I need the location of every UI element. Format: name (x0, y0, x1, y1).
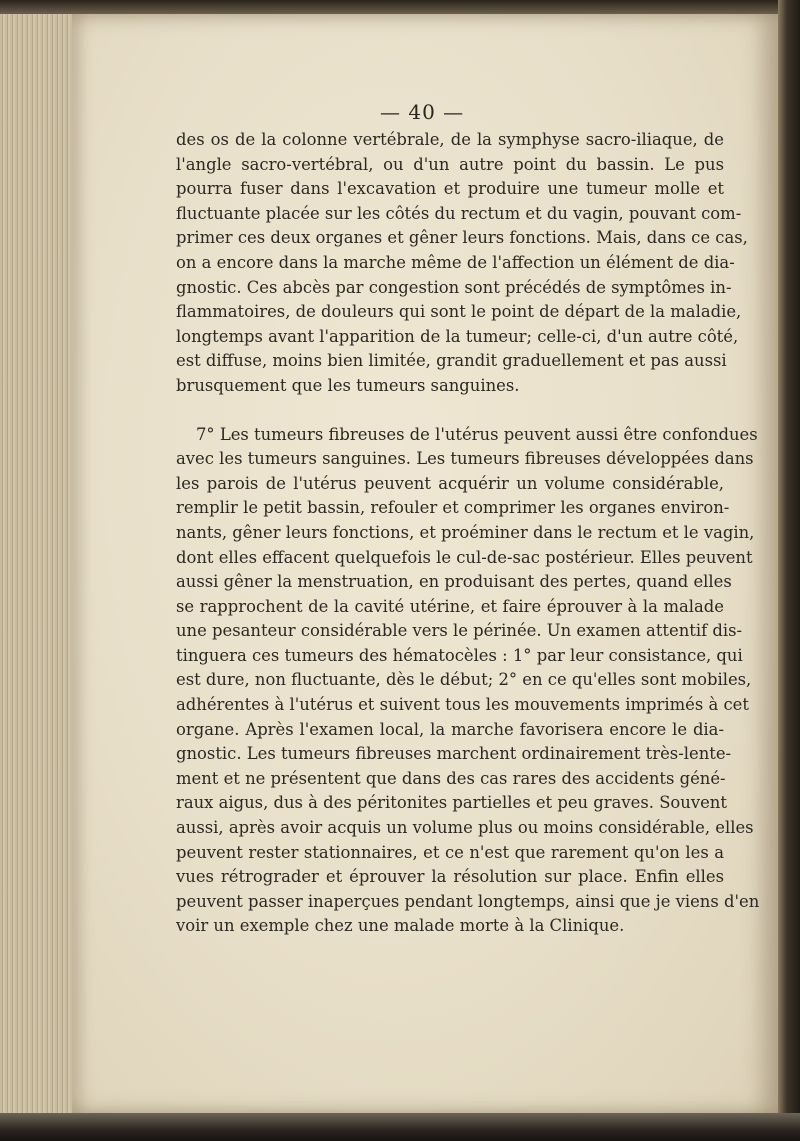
text-line: longtemps avant l'apparition de la tumeur; celle-ci, d'un autre côté, (176, 326, 739, 346)
text-line: peuvent passer inaperçues pendant longtemps, ainsi que je viens d'en (176, 891, 760, 911)
text-line: fluctuante placée sur les côtés du rectum et du vagin, pouvant com- (176, 203, 742, 223)
text-line: gnostic. Ces abcès par congestion sont précédés de symptômes in- (176, 277, 732, 297)
text-line: vues rétrograder et éprouver la résolution sur place. Enfin elles (176, 867, 724, 887)
text-line: des os de la colonne vertébrale, de la symphyse sacro-iliaque, de (176, 130, 724, 149)
page-edges (0, 0, 72, 1141)
text-line: est dure, non fluctuante, dès le début; 2° en ce qu'elles sont mobiles, (176, 670, 752, 690)
text-line: raux aigus, dus à des péritonites partielles et peu graves. Souvent (176, 793, 727, 813)
text-line: l'angle sacro-vertébral, ou d'un autre point du bassin. Le pus (176, 154, 724, 174)
text-line: on a encore dans la marche même de l'affection un élément de dia- (176, 252, 735, 272)
text-line: peuvent rester stationnaires, et ce n'est que rarement qu'on les a (176, 842, 724, 862)
paragraph-gap (176, 399, 724, 423)
right-edge (778, 0, 800, 1141)
text-line: aussi gêner la menstruation, en produisant des pertes, quand elles (176, 572, 732, 592)
text-line: flammatoires, de douleurs qui sont le point de départ de la maladie, (176, 302, 742, 322)
text-line: dont elles effacent quelquefois le cul-de-sac postérieur. Elles peuvent (176, 547, 753, 567)
text-line: les parois de l'utérus peuvent acquérir un volume considérable, (176, 473, 724, 493)
text-line: brusquement que les tumeurs sanguines. (176, 375, 520, 395)
text-line: est diffuse, moins bien limitée, grandit graduellement et pas aussi (176, 351, 727, 371)
text-line: voir un exemple chez une malade morte à la Clinique. (176, 916, 625, 936)
text-line: tinguera ces tumeurs des hématocèles : 1° par leur consistance, qui (176, 645, 743, 665)
text-line: avec les tumeurs sanguines. Les tumeurs fibreuses développées dans (176, 449, 754, 469)
text-line: gnostic. Les tumeurs fibreuses marchent ordinairement très-lente- (176, 744, 732, 764)
text-line: une pesanteur considérable vers le périnée. Un examen attentif dis- (176, 621, 743, 641)
text-line: organe. Après l'examen local, la marche favorisera encore le dia- (176, 719, 724, 739)
bottom-edge (0, 1113, 800, 1141)
top-edge (0, 0, 800, 14)
text-line: 7° Les tumeurs fibreuses de l'utérus peuvent aussi être confondues (196, 424, 758, 444)
text-line: adhérentes à l'utérus et suivent tous les mouvements imprimés à cet (176, 695, 749, 715)
text-line: nants, gêner leurs fonctions, et proéminer dans le rectum et le vagin, (176, 522, 755, 542)
text-line: remplir le petit bassin, refouler et comprimer les organes environ- (176, 498, 730, 518)
text-line: aussi, après avoir acquis un volume plus ou moins considérable, elles (176, 818, 754, 838)
text-line: se rapprochent de la cavité utérine, et faire éprouver à la malade (176, 596, 724, 616)
text-line: ment et ne présentent que dans des cas rares des accidents géné- (176, 768, 726, 788)
text-line: primer ces deux organes et gêner leurs fonctions. Mais, dans ce cas, (176, 228, 748, 248)
text-line: pourra fuser dans l'excavation et produire une tumeur molle et (176, 179, 724, 199)
body-text (176, 128, 760, 939)
page-number: — 40 — (380, 100, 465, 124)
